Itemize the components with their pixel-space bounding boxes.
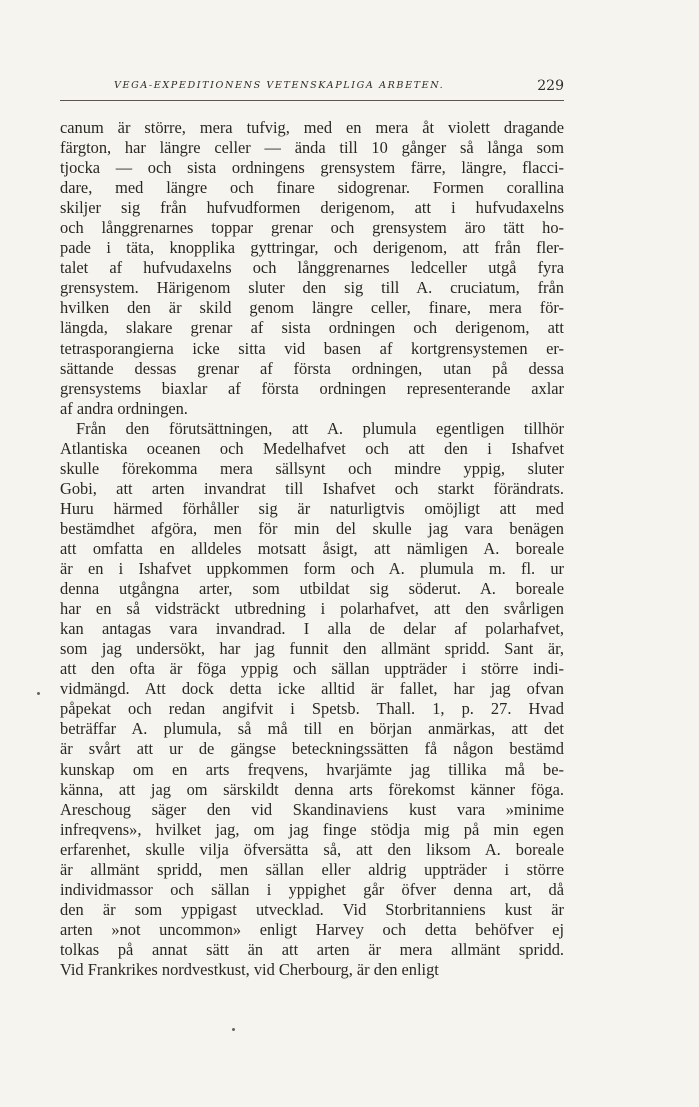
text-line: Huru härmed förhåller sig är naturligtvis omöjligt att med bbox=[60, 498, 564, 518]
header-rule bbox=[60, 100, 564, 101]
text-line: är en i Ishafvet uppkommen form och A. plumula m. fl. ur bbox=[60, 559, 564, 579]
text-line: arten »not uncommon» enligt Harvey och detta behöfver ej bbox=[60, 919, 564, 939]
text-line: talet af hufvudaxelns och långgrenarnes ledceller utgå fyra bbox=[60, 258, 564, 278]
text-line: skiljer sig från hufvudformen derigenom, att i hufvudaxelns bbox=[60, 198, 564, 218]
text-line: tetrasporangierna icke sitta vid basen af kortgrensystemen er- bbox=[60, 338, 564, 358]
text-line: Gobi, att arten invandrat till Ishafvet och starkt förändrats. bbox=[60, 478, 564, 498]
text-line: denna utgångna arter, som utbildat sig söderut. A. boreale bbox=[60, 579, 564, 599]
text-line: individmassor och sällan i yppighet går öfver denna art, då bbox=[60, 879, 564, 899]
text-line: kunskap om en arts freqvens, hvarjämte jag tillika må be- bbox=[60, 759, 564, 779]
text-line: af andra ordningen. bbox=[60, 398, 188, 418]
margin-mark-bottom bbox=[232, 1028, 235, 1031]
text-line: vidmängd. Att dock detta icke alltid är fallet, har jag ofvan bbox=[60, 679, 564, 699]
text-line: som jag undersökt, har jag funnit den allmänt spridd. Sant är, bbox=[60, 639, 564, 659]
text-line: Vid Frankrikes nordvestkust, vid Cherbourg, är den enligt bbox=[60, 959, 439, 979]
text-line: tjocka — och sista ordningens grensystem färre, längre, flacci- bbox=[60, 158, 564, 178]
text-line: beträffar A. plumula, så må till en början anmärkas, att det bbox=[60, 719, 564, 739]
text-line: känna, att jag om särskildt denna arts förekomst känner föga. bbox=[60, 779, 564, 799]
text-line: pade i täta, knopplika gyttringar, och derigenom, att från fler- bbox=[60, 238, 564, 258]
text-line: dare, med längre och finare sidogrenar. Formen corallina bbox=[60, 178, 564, 198]
text-line: sättande dessas grenar af första ordningen, utan på dessa bbox=[60, 358, 564, 378]
text-line: och långgrenarnes toppar grenar och grensystem äro tätt ho- bbox=[60, 218, 564, 238]
header-title: VEGA-EXPEDITIONENS VETENSKAPLIGA ARBETEN. bbox=[114, 80, 445, 91]
text-line: Atlantiska oceanen och Medelhafvet och att den i Ishafvet bbox=[60, 438, 564, 458]
text-line: är allmänt spridd, men sällan eller aldrig uppträder i större bbox=[60, 859, 564, 879]
running-header bbox=[60, 76, 564, 98]
text-line: att den ofta är föga yppig och sällan uppträder i större indi- bbox=[60, 659, 564, 679]
page-number: 229 bbox=[537, 78, 564, 94]
text-line: den är som yppigast utvecklad. Vid Storbritanniens kust är bbox=[60, 899, 564, 919]
text-line: erfarenhet, skulle vilja öfversätta så, att den liksom A. boreale bbox=[60, 839, 564, 859]
text-line: infreqvens», hvilket jag, om jag finge stödja mig på min egen bbox=[60, 819, 564, 839]
text-line: längda, slakare grenar af sista ordningen och derigenom, att bbox=[60, 318, 564, 338]
text-line: skulle förekomma mera sällsynt och mindre yppig, sluter bbox=[60, 458, 564, 478]
text-line: grensystem. Härigenom sluter den sig till A. cruciatum, från bbox=[60, 278, 564, 298]
text-line: påpekat och redan angifvit i Spetsb. Thall. 1, p. 27. Hvad bbox=[60, 699, 564, 719]
text-line: canum är större, mera tufvig, med en mera åt violett dragande bbox=[60, 118, 564, 137]
text-line: är svårt att ur de gängse beteckningssätten få någon bestämd bbox=[60, 739, 564, 759]
text-line: kan antagas vara invandrad. I alla de delar af polarhafvet, bbox=[60, 619, 564, 639]
body-text bbox=[60, 118, 564, 980]
text-line: färgton, har längre celler — ända till 10 gånger så långa som bbox=[60, 138, 564, 158]
text-line: Från den förutsättningen, att A. plumula egentligen tillhör bbox=[76, 418, 564, 438]
text-line: bestämdhet afgöra, men för min del skulle jag vara benägen bbox=[60, 518, 564, 538]
text-line: hvilken den är skild genom längre celler, finare, mera för- bbox=[60, 298, 564, 318]
text-line: grensystems biaxlar af första ordningen representerande axlar bbox=[60, 378, 564, 398]
text-line: att omfatta en alldeles motsatt åsigt, att nämligen A. boreale bbox=[60, 538, 564, 558]
text-line: har en så vidsträckt utbredning i polarhafvet, att den svårligen bbox=[60, 599, 564, 619]
text-line: tolkas på annat sätt än att arten är mera allmänt spridd. bbox=[60, 939, 564, 959]
margin-mark bbox=[37, 692, 40, 695]
text-line: Areschoug säger den vid Skandinaviens kust vara »minime bbox=[60, 799, 564, 819]
